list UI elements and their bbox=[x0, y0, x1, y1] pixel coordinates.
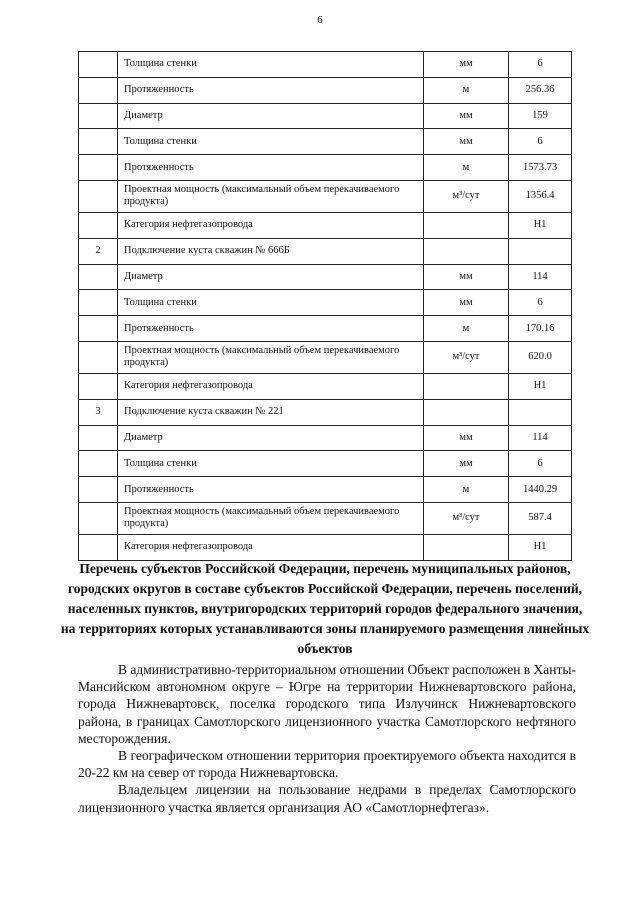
table-row bbox=[79, 477, 572, 503]
pipeline-spec-table bbox=[78, 51, 572, 561]
row-number-cell bbox=[79, 451, 118, 477]
row-number-cell bbox=[79, 129, 118, 155]
value-cell: 1440.29 bbox=[509, 477, 572, 503]
row-number-cell bbox=[79, 180, 118, 212]
unit-cell bbox=[424, 373, 509, 399]
value-cell bbox=[509, 399, 572, 425]
parameter-name-cell: Диаметр bbox=[118, 103, 424, 129]
parameter-name-cell: Толщина стенки bbox=[118, 129, 424, 155]
unit-cell: мм bbox=[424, 425, 509, 451]
parameter-name-cell: Протяженность bbox=[118, 477, 424, 503]
parameter-name-cell: Толщина стенки bbox=[118, 52, 424, 78]
parameter-name-cell: Подключение куста скважин № 666Б bbox=[118, 238, 424, 264]
table-row bbox=[79, 534, 572, 560]
value-cell: Н1 bbox=[509, 212, 572, 238]
page-number: 6 bbox=[317, 14, 323, 26]
unit-cell: м bbox=[424, 155, 509, 181]
table-row bbox=[79, 52, 572, 78]
row-number-cell bbox=[79, 373, 118, 399]
unit-cell: мм bbox=[424, 103, 509, 129]
unit-cell bbox=[424, 399, 509, 425]
parameter-name-cell: Протяженность bbox=[118, 77, 424, 103]
parameter-name-cell: Протяженность bbox=[118, 155, 424, 181]
value-cell: 620.0 bbox=[509, 341, 572, 373]
row-number-cell bbox=[79, 502, 118, 534]
unit-cell: мм bbox=[424, 451, 509, 477]
body-text bbox=[78, 661, 576, 816]
unit-cell: мм bbox=[424, 129, 509, 155]
value-cell: 6 bbox=[509, 290, 572, 316]
paragraph-license: Владельцем лицензии на пользование недрами в пределах Самотлорского лицензионного участка является организация АО «Самотлорнефтегаз». bbox=[78, 782, 576, 815]
table-row bbox=[79, 290, 572, 316]
section-heading: Перечень субъектов Российской Федерации, перечень муниципальных районов, городских округов в составе субъектов Российской Федерации, перечень поселений, населенных пунктов, внутригородских территорий городов федерального значения, на территориях которых устанавливаются зоны планируемого размещения линейных объектов bbox=[60, 561, 590, 656]
table-row bbox=[79, 451, 572, 477]
unit-cell: м³/сут bbox=[424, 341, 509, 373]
parameter-name-cell: Категория нефтегазопровода bbox=[118, 534, 424, 560]
parameter-name-cell: Толщина стенки bbox=[118, 451, 424, 477]
table-row bbox=[79, 77, 572, 103]
parameter-name-cell: Диаметр bbox=[118, 425, 424, 451]
value-cell: 587.4 bbox=[509, 502, 572, 534]
parameter-name-cell: Подключение куста скважин № 221 bbox=[118, 399, 424, 425]
row-number-cell bbox=[79, 290, 118, 316]
unit-cell bbox=[424, 212, 509, 238]
table-row bbox=[79, 264, 572, 290]
table-row bbox=[79, 399, 572, 425]
value-cell: 256.36 bbox=[509, 77, 572, 103]
value-cell bbox=[509, 238, 572, 264]
unit-cell bbox=[424, 238, 509, 264]
table-row bbox=[79, 180, 572, 212]
value-cell: 170.16 bbox=[509, 316, 572, 342]
unit-cell bbox=[424, 534, 509, 560]
row-number-cell bbox=[79, 316, 118, 342]
row-number-cell bbox=[79, 425, 118, 451]
parameter-name-cell: Категория нефтегазопровода bbox=[118, 212, 424, 238]
value-cell: 114 bbox=[509, 425, 572, 451]
row-number-cell bbox=[79, 341, 118, 373]
unit-cell: м³/сут bbox=[424, 180, 509, 212]
value-cell: 6 bbox=[509, 129, 572, 155]
row-number-cell bbox=[79, 52, 118, 78]
row-number-cell bbox=[79, 212, 118, 238]
row-number-cell: 3 bbox=[79, 399, 118, 425]
parameter-name-cell: Толщина стенки bbox=[118, 290, 424, 316]
parameter-name-cell: Протяженность bbox=[118, 316, 424, 342]
table-row bbox=[79, 103, 572, 129]
value-cell: 114 bbox=[509, 264, 572, 290]
paragraph-location: В административно-территориальном отношении Объект расположен в Ханты-Мансийском автономном округе – Югре на территории Нижневартовского района, города Нижневартовск, поселка городского типа Излучинск Нижневартовского района, в границах Самотлорского лицензионного участка Самотлорского нефтяного месторождения. bbox=[78, 662, 576, 746]
row-number-cell: 2 bbox=[79, 238, 118, 264]
unit-cell: мм bbox=[424, 290, 509, 316]
table-row bbox=[79, 502, 572, 534]
table-row bbox=[79, 373, 572, 399]
unit-cell: мм bbox=[424, 264, 509, 290]
parameter-name-cell: Проектная мощность (максимальный объем перекачиваемого продукта) bbox=[118, 180, 424, 212]
table-row bbox=[79, 129, 572, 155]
paragraph-geography: В географическом отношении территория проектируемого объекта находится в 20-22 км на север от города Нижневартовска. bbox=[78, 748, 576, 781]
row-number-cell bbox=[79, 264, 118, 290]
row-number-cell bbox=[79, 155, 118, 181]
value-cell: 1356.4 bbox=[509, 180, 572, 212]
value-cell: Н1 bbox=[509, 373, 572, 399]
parameter-name-cell: Диаметр bbox=[118, 264, 424, 290]
unit-cell: м bbox=[424, 316, 509, 342]
table-row bbox=[79, 212, 572, 238]
value-cell: 1573.73 bbox=[509, 155, 572, 181]
table-row bbox=[79, 316, 572, 342]
table-row bbox=[79, 425, 572, 451]
table-row bbox=[79, 238, 572, 264]
row-number-cell bbox=[79, 77, 118, 103]
parameter-name-cell: Категория нефтегазопровода bbox=[118, 373, 424, 399]
row-number-cell bbox=[79, 477, 118, 503]
row-number-cell bbox=[79, 534, 118, 560]
value-cell: Н1 bbox=[509, 534, 572, 560]
parameter-name-cell: Проектная мощность (максимальный объем перекачиваемого продукта) bbox=[118, 341, 424, 373]
unit-cell: м bbox=[424, 77, 509, 103]
row-number-cell bbox=[79, 103, 118, 129]
unit-cell: м bbox=[424, 477, 509, 503]
table-body bbox=[79, 52, 572, 561]
parameter-name-cell: Проектная мощность (максимальный объем перекачиваемого продукта) bbox=[118, 502, 424, 534]
value-cell: 159 bbox=[509, 103, 572, 129]
table-row bbox=[79, 155, 572, 181]
value-cell: 6 bbox=[509, 451, 572, 477]
unit-cell: мм bbox=[424, 52, 509, 78]
table-row bbox=[79, 341, 572, 373]
unit-cell: м³/сут bbox=[424, 502, 509, 534]
value-cell: 6 bbox=[509, 52, 572, 78]
